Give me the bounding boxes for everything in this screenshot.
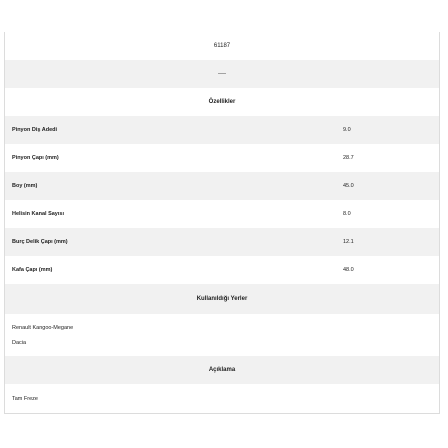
usage-row — [5, 314, 439, 356]
features-header: Özellikler — [208, 99, 236, 105]
product-code: 61187 — [213, 43, 231, 49]
spec-row — [5, 200, 439, 228]
spec-label: Pinyon Çapı (mm) — [12, 155, 59, 161]
spec-value: 45.0 — [343, 183, 354, 189]
usage-header-row — [5, 284, 439, 314]
dash-row — [5, 60, 439, 88]
spec-value: 28.7 — [343, 155, 354, 161]
spec-row — [5, 256, 439, 284]
spec-row — [5, 144, 439, 172]
description-header: Açıklama — [208, 367, 236, 373]
spec-value: 12.1 — [343, 239, 354, 245]
spec-label: Burç Delik Çapı (mm) — [12, 239, 68, 245]
usage-header: Kullanıldığı Yerler — [196, 296, 248, 302]
usage-line: Dacia — [12, 340, 27, 346]
dash-text: ---- — [218, 71, 226, 77]
spec-row — [5, 116, 439, 144]
spec-table — [4, 32, 440, 414]
features-header-row — [5, 88, 439, 116]
spec-value: 8.0 — [343, 211, 351, 217]
spec-label: Pinyon Diş Adedi — [12, 127, 58, 133]
description-header-row — [5, 356, 439, 384]
spec-row — [5, 172, 439, 200]
description-row — [5, 384, 439, 414]
spec-value: 9.0 — [343, 127, 351, 133]
spec-label: Helisin Kanal Sayısı — [12, 211, 64, 217]
description-text: Tam Freze — [12, 396, 38, 402]
spec-value: 48.0 — [343, 267, 354, 273]
usage-line: Renault Kangoo-Megane — [12, 325, 74, 331]
product-code-row — [5, 32, 439, 60]
spec-label: Boy (mm) — [12, 183, 38, 189]
spec-label: Kafa Çapı (mm) — [12, 267, 53, 273]
spec-row — [5, 228, 439, 256]
